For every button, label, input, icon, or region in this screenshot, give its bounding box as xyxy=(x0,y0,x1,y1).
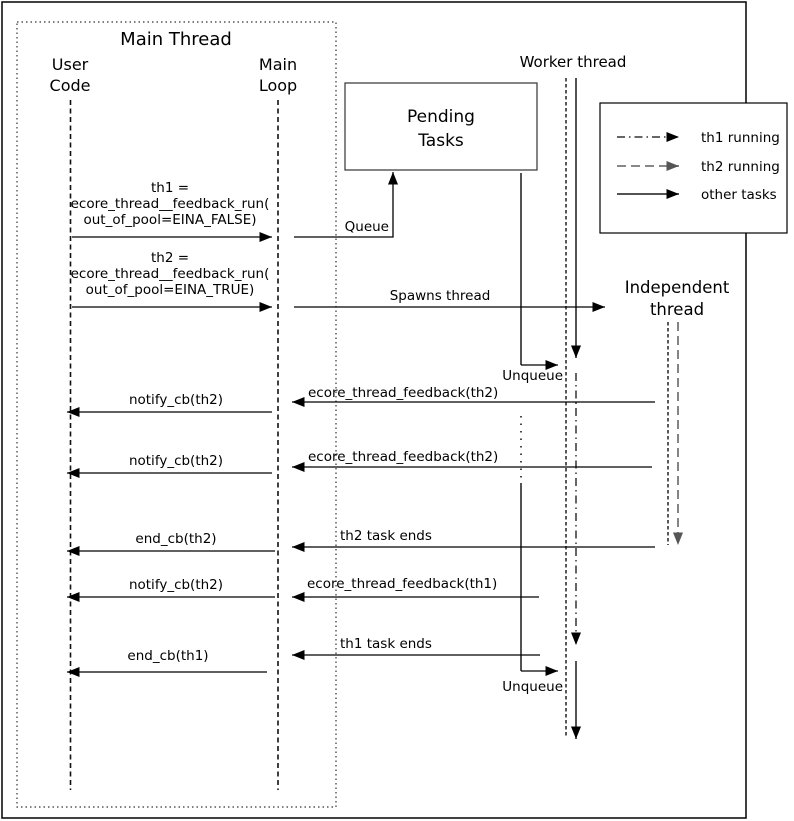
notify-th2-second-label: notify_cb(th2) xyxy=(128,453,224,469)
user-code-label-line2: Code xyxy=(49,76,91,95)
main-loop-label-line2: Loop xyxy=(258,76,298,95)
main-thread-box xyxy=(17,22,336,807)
main-thread-title: Main Thread xyxy=(120,29,232,50)
legend-other-tasks-label: other tasks xyxy=(701,187,777,203)
pending-tasks-label-line1: Pending xyxy=(407,107,475,127)
feedback-th2-second-label: ecore_thread_feedback(th2) xyxy=(308,449,499,465)
spawns-thread-label: Spawns thread xyxy=(389,288,491,304)
th1-task-ends-label: th1 task ends xyxy=(340,636,432,652)
notify-th2-first-label: notify_cb(th2) xyxy=(128,392,224,408)
th2-call-line2: ecore_thread__feedback_run( xyxy=(70,266,270,282)
independent-thread-label-line2: thread xyxy=(649,300,705,319)
independent-thread-label-line1: Independent xyxy=(624,278,730,297)
notify-th2-third-label: notify_cb(th2) xyxy=(128,577,224,593)
unqueue-top-label: Unqueue xyxy=(502,368,563,384)
feedback-th1-label: ecore_thread_feedback(th1) xyxy=(307,576,498,592)
queue-label: Queue xyxy=(344,219,389,235)
feedback-th2-first-label: ecore_thread_feedback(th2) xyxy=(308,385,499,401)
th2-call-line1: th2 = xyxy=(150,250,190,266)
th1-call-line2: ecore_thread__feedback_run( xyxy=(70,196,270,212)
user-code-label-line1: User xyxy=(51,55,89,74)
independent-thread-group xyxy=(625,278,730,545)
end-th2-label: end_cb(th2) xyxy=(135,531,217,547)
end-th1-label: end_cb(th1) xyxy=(127,648,209,664)
messages xyxy=(67,172,655,695)
worker-thread-label: Worker thread xyxy=(519,53,627,71)
th2-task-ends-label: th2 task ends xyxy=(340,528,432,544)
th1-call-line3: out_of_pool=EINA_FALSE) xyxy=(83,212,257,228)
main-thread-group xyxy=(17,22,336,807)
legend xyxy=(600,103,787,233)
th1-call-line1: th1 = xyxy=(150,180,190,196)
legend-th2-running-label: th2 running xyxy=(701,159,780,175)
main-loop-label-line1: Main xyxy=(258,55,298,74)
unqueue-bottom-label: Unqueue xyxy=(502,679,563,695)
th2-call-line3: out_of_pool=EINA_TRUE) xyxy=(85,282,255,298)
pending-tasks-label-line2: Tasks xyxy=(418,131,464,151)
legend-th1-running-label: th1 running xyxy=(701,130,780,146)
